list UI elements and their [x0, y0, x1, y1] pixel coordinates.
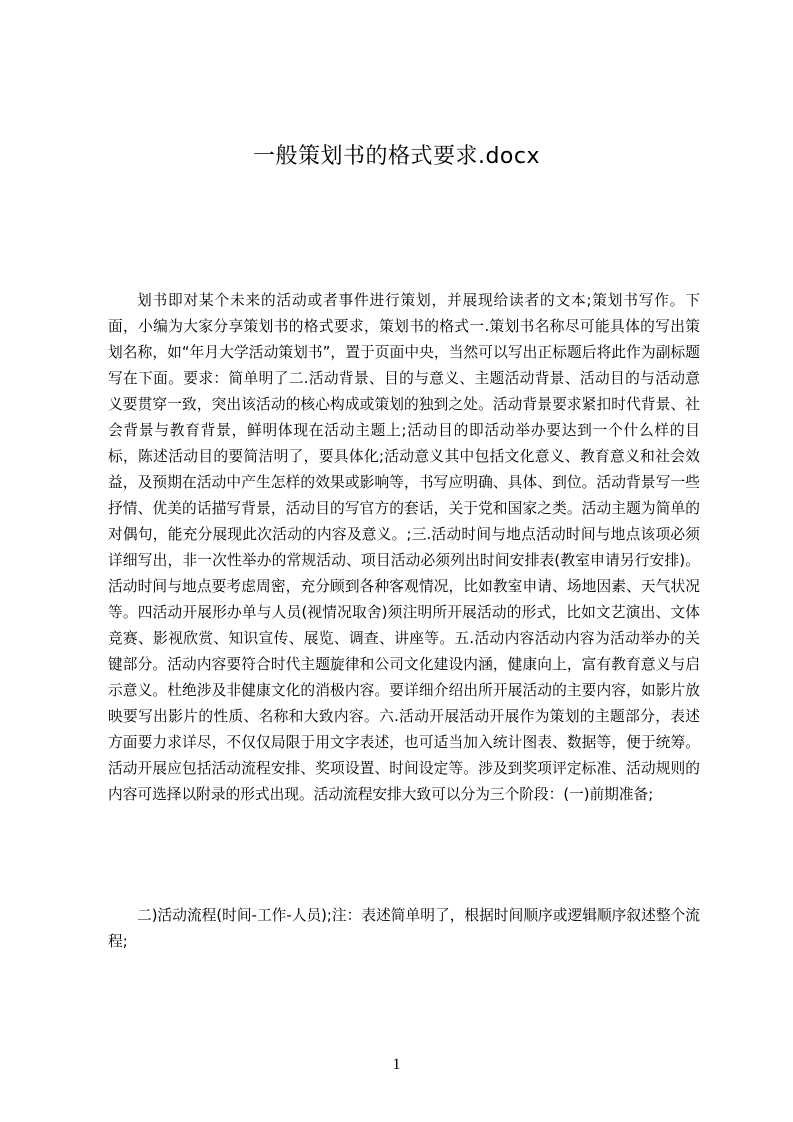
page-number: 1 [392, 1056, 401, 1073]
document-title: 一般策划书的格式要求.docx [252, 144, 541, 169]
body-paragraph-2: 二)活动流程(时间-工作-人员);注：表述简单明了，根据时间顺序或逻辑顺序叙述整个流程; [108, 907, 700, 950]
body-paragraph-1: 划书即对某个未来的活动或者事件进行策划，并展现给读者的文本;策划书写作。下面，小编为大家分享策划书的格式要求，策划书的格式一.策划书名称尽可能具体的写出策划名称，如“年月大学活动策划书”，置于页面中央，当然可以写出正标题后将此作为副标题写在下面。要求：简单明了二.活动背景、目的与意义、主题活动背景、活动目的与活动意义要贯穿一致，突出该活动的核心构成或策划的独到之处。活动背景要求紧扣时代背景、社会背景与教育背景，鲜明体现在活动主题上;活动目的即活动举办要达到一个什么样的目标，陈述活动目的要简洁明了，要具体化;活动意义其中包括文化意义、教育意义和社会效益，及预期在活动中产生怎样的效果或影响等，书写应明确、具体、到位。活动背景写一些抒情、优美的话描写背景，活动目的写官方的套话，关于党和国家之类。活动主题为简单的对偶句，能充分展现此次活动的内容及意义。;三.活动时间与地点活动时间与地点该项必须详细写出，非一次性举办的常规活动、项目活动必须列出时间安排表(教室申请另行安排)。活动时间与地点要考虑周密，充分顾到各种客观情况，比如教室申请、场地因素、天气状况等。四活动开展形办单与人员(视情况取舍)须注明所开展活动的形式，比如文艺演出、文体竞赛、影视欣赏、知识宣传、展览、调查、讲座等。五.活动内容活动内容为活动举办的关键部分。活动内容要符合时代主题旋律和公司文化建设内涵，健康向上，富有教育意义与启示意义。杜绝涉及非健康文化的消极内容。要详细介绍出所开展活动的主要内容，如影片放映要写出影片的性质、名称和大致内容。六.活动开展活动开展作为策划的主题部分，表述方面要力求详尽，不仅仅局限于用文字表述，也可适当加入统计图表、数据等，便于统筹。活动开展应包括活动流程安排、奖项设置、时间设定等。涉及到奖项评定标准、活动规则的内容可选择以附录的形式出现。活动流程安排大致可以分为三个阶段：(一)前期准备; [108, 292, 700, 803]
